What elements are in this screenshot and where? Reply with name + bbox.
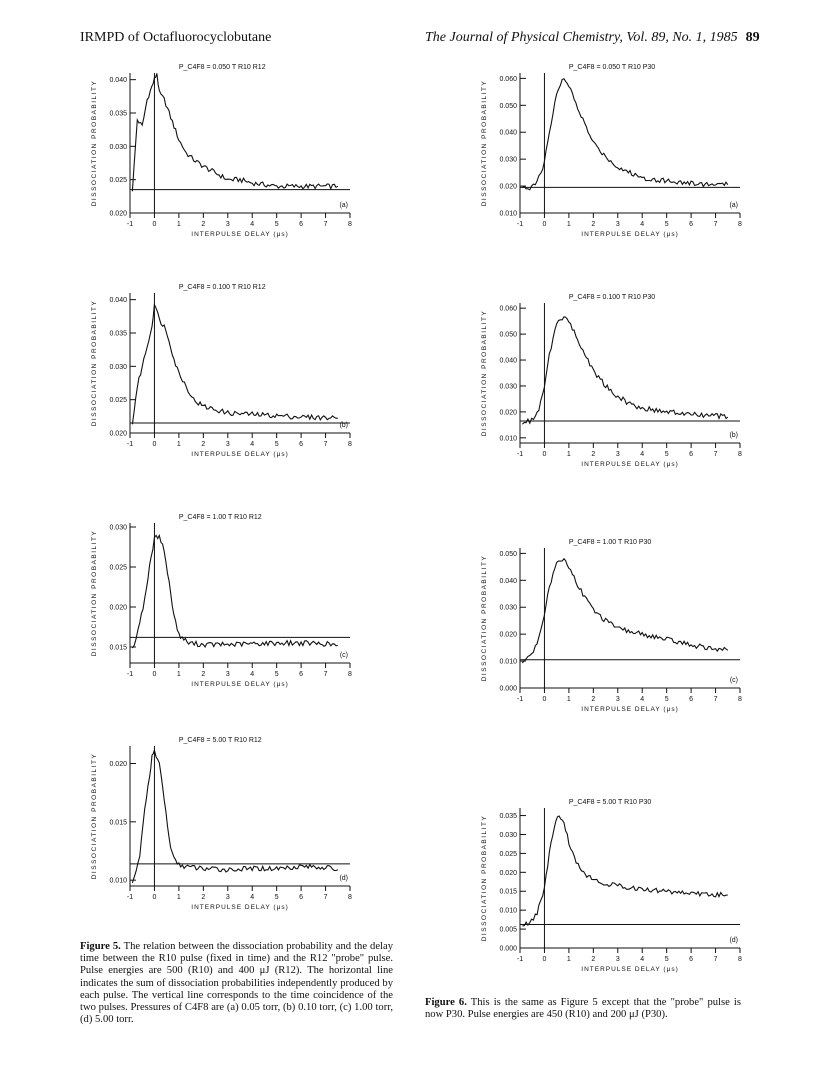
x-tick-label: 5 — [274, 671, 279, 678]
y-tick-label: 0.040 — [499, 129, 517, 137]
x-tick-label: -1 — [516, 451, 524, 458]
series-line — [132, 305, 337, 425]
x-tick-label: 4 — [250, 894, 255, 901]
y-tick-label: 0.060 — [499, 305, 517, 313]
y-tick-label: 0.020 — [499, 183, 517, 191]
y-axis-label: DISSOCIATION PROBABILITY — [481, 814, 488, 942]
x-tick-label: 1 — [566, 221, 571, 228]
x-axis-label: INTERPULSE DELAY (μs) — [191, 904, 289, 911]
y-tick-label: 0.050 — [499, 102, 517, 110]
y-tick-label: 0.030 — [499, 831, 517, 839]
y-tick-label: 0.020 — [109, 430, 127, 438]
x-axis-label: INTERPULSE DELAY (μs) — [581, 966, 679, 973]
x-tick-label: 0 — [152, 441, 157, 448]
x-tick-label: 5 — [274, 221, 279, 228]
x-tick-label: 2 — [201, 441, 206, 448]
x-tick-label: 5 — [664, 696, 669, 703]
y-tick-label: 0.030 — [499, 383, 517, 391]
x-tick-label: 0 — [542, 221, 547, 228]
x-tick-label: 4 — [640, 696, 645, 703]
x-axis-label: INTERPULSE DELAY (μs) — [581, 706, 679, 713]
x-tick-label: 6 — [299, 671, 304, 678]
x-tick-label: 6 — [299, 894, 304, 901]
x-tick-label: 2 — [201, 894, 206, 901]
x-tick-label: 5 — [274, 441, 279, 448]
y-axis-label: DISSOCIATION PROBABILITY — [481, 554, 488, 682]
x-tick-label: 6 — [689, 956, 694, 963]
x-tick-label: 5 — [664, 451, 669, 458]
x-tick-label: 0 — [152, 221, 157, 228]
x-tick-label: 2 — [591, 221, 596, 228]
series-line — [132, 535, 337, 648]
figure6-panel-c — [470, 530, 770, 720]
y-tick-label: 0.010 — [499, 435, 517, 443]
panel-label: (c) — [729, 677, 738, 684]
x-tick-label: 7 — [713, 956, 718, 963]
x-tick-label: 1 — [176, 671, 181, 678]
x-tick-label: 1 — [566, 956, 571, 963]
x-tick-label: 7 — [323, 441, 328, 448]
y-tick-label: 0.020 — [109, 210, 127, 218]
journal-citation: The Journal of Physical Chemistry, Vol. 89, No. 1, 1985 — [425, 30, 738, 45]
x-tick-label: 4 — [640, 956, 645, 963]
x-tick-label: 4 — [250, 671, 255, 678]
series-line — [132, 73, 337, 191]
figure6-panel-b — [470, 285, 770, 475]
x-tick-label: 3 — [225, 671, 230, 678]
y-tick-label: 0.010 — [499, 658, 517, 666]
x-tick-label: 4 — [250, 221, 255, 228]
series-line — [522, 559, 727, 663]
y-tick-label: 0.030 — [499, 156, 517, 164]
x-axis-label: INTERPULSE DELAY (μs) — [581, 231, 679, 238]
condition-label: P_C4F8 = 0.100 T R10 R12 — [178, 284, 266, 291]
condition-label: P_C4F8 = 0.100 T R10 P30 — [568, 294, 656, 301]
y-tick-label: 0.020 — [499, 409, 517, 417]
series-line — [522, 317, 727, 424]
figure5-panel-b — [80, 275, 380, 465]
y-tick-label: 0.035 — [109, 330, 127, 338]
x-axis-label: INTERPULSE DELAY (μs) — [581, 461, 679, 468]
y-tick-label: 0.020 — [499, 869, 517, 877]
x-tick-label: 8 — [348, 894, 352, 901]
panel-label: (d) — [729, 937, 738, 944]
chart-svg — [80, 55, 380, 245]
chart-svg — [470, 530, 770, 720]
x-tick-label: -1 — [126, 441, 134, 448]
x-tick-label: 1 — [566, 696, 571, 703]
x-tick-label: 8 — [348, 671, 352, 678]
x-tick-label: 4 — [640, 221, 645, 228]
x-tick-label: -1 — [126, 894, 134, 901]
x-tick-label: 2 — [201, 221, 206, 228]
condition-label: P_C4F8 = 5.00 T R10 P30 — [568, 799, 652, 806]
y-tick-label: 0.000 — [499, 685, 517, 693]
y-tick-label: 0.000 — [499, 945, 517, 953]
x-tick-label: 0 — [152, 894, 157, 901]
x-tick-label: 7 — [323, 221, 328, 228]
series-line — [522, 79, 727, 190]
page-number: 89 — [745, 30, 760, 45]
x-tick-label: 0 — [542, 956, 547, 963]
x-axis-label: INTERPULSE DELAY (μs) — [191, 451, 289, 458]
x-tick-label: 3 — [225, 894, 230, 901]
x-tick-label: 3 — [615, 221, 620, 228]
y-tick-label: 0.030 — [499, 604, 517, 612]
y-axis-label: DISSOCIATION PROBABILITY — [91, 299, 98, 427]
panel-label: (b) — [729, 432, 738, 439]
x-tick-label: 7 — [323, 671, 328, 678]
x-tick-label: -1 — [126, 221, 134, 228]
y-axis-label: DISSOCIATION PROBABILITY — [91, 752, 98, 880]
y-tick-label: 0.040 — [499, 577, 517, 585]
x-axis-label: INTERPULSE DELAY (μs) — [191, 231, 289, 238]
y-tick-label: 0.035 — [109, 110, 127, 118]
y-tick-label: 0.040 — [109, 297, 127, 305]
figure5-panel-d — [80, 728, 380, 918]
condition-label: P_C4F8 = 1.00 T R10 P30 — [568, 539, 652, 546]
chart-svg — [470, 285, 770, 475]
x-tick-label: 4 — [250, 441, 255, 448]
panel-label: (c) — [339, 652, 348, 659]
x-tick-label: 0 — [152, 671, 157, 678]
y-tick-label: 0.010 — [499, 210, 517, 218]
figure6-panel-d — [470, 790, 770, 980]
x-tick-label: 7 — [713, 696, 718, 703]
x-tick-label: 2 — [591, 956, 596, 963]
y-tick-label: 0.015 — [109, 644, 127, 652]
running-header-right — [425, 30, 760, 46]
x-tick-label: 6 — [689, 221, 694, 228]
chart-svg — [80, 728, 380, 918]
y-axis-label: DISSOCIATION PROBABILITY — [481, 309, 488, 437]
y-tick-label: 0.030 — [109, 143, 127, 151]
y-tick-label: 0.010 — [499, 907, 517, 915]
y-tick-label: 0.025 — [499, 850, 517, 858]
x-tick-label: 5 — [664, 221, 669, 228]
x-tick-label: -1 — [126, 671, 134, 678]
x-tick-label: 1 — [176, 441, 181, 448]
x-tick-label: 8 — [738, 696, 742, 703]
x-tick-label: 6 — [299, 441, 304, 448]
figure5-caption-label: Figure 5. — [80, 941, 121, 952]
x-tick-label: 3 — [615, 696, 620, 703]
x-tick-label: 6 — [689, 451, 694, 458]
x-tick-label: 8 — [738, 956, 742, 963]
x-tick-label: 1 — [176, 894, 181, 901]
x-tick-label: 4 — [640, 451, 645, 458]
x-tick-label: 5 — [664, 956, 669, 963]
series-line — [132, 750, 337, 883]
chart-svg — [80, 505, 380, 695]
panel-label: (b) — [339, 422, 348, 429]
figure5-caption-text: The relation between the dissociation probability and the delay time between the R10 pulse (fixed in time) and the R12 "probe" pulse. Pulse energies are 500 (R10) and 400 μJ (R12). The horizontal line indicates the sum of dissociation probabilities independently produced by each pulse. The vertical line corresponds to the time coincidence of the two pulses. Pressures of C4F8 are (a) 0.05 torr, (b) 0.10 torr, (c) 1.00 torr, (d) 5.00 torr. — [80, 941, 393, 1026]
chart-svg — [470, 790, 770, 980]
y-tick-label: 0.040 — [109, 77, 127, 85]
y-tick-label: 0.015 — [109, 819, 127, 827]
panel-label: (a) — [339, 202, 348, 209]
series-line — [522, 816, 727, 926]
y-tick-label: 0.025 — [109, 177, 127, 185]
y-tick-label: 0.020 — [109, 761, 127, 768]
condition-label: P_C4F8 = 5.00 T R10 R12 — [178, 737, 262, 744]
x-tick-label: 1 — [566, 451, 571, 458]
x-tick-label: 8 — [738, 451, 742, 458]
condition-label: P_C4F8 = 0.050 T R10 R12 — [178, 64, 266, 71]
figure6-panel-a — [470, 55, 770, 245]
y-axis-label: DISSOCIATION PROBABILITY — [91, 529, 98, 657]
x-tick-label: 6 — [299, 221, 304, 228]
x-tick-label: 3 — [615, 956, 620, 963]
panel-label: (a) — [729, 202, 738, 209]
x-tick-label: 2 — [591, 696, 596, 703]
y-tick-label: 0.050 — [499, 550, 517, 558]
y-tick-label: 0.030 — [109, 363, 127, 371]
x-axis-label: INTERPULSE DELAY (μs) — [191, 681, 289, 688]
y-tick-label: 0.005 — [499, 926, 517, 934]
x-tick-label: 3 — [225, 441, 230, 448]
x-tick-label: 1 — [176, 221, 181, 228]
condition-label: P_C4F8 = 0.050 T R10 P30 — [568, 64, 656, 71]
x-tick-label: 3 — [615, 451, 620, 458]
y-tick-label: 0.015 — [499, 888, 517, 896]
x-tick-label: -1 — [516, 221, 524, 228]
x-tick-label: 8 — [348, 441, 352, 448]
y-tick-label: 0.030 — [109, 524, 127, 532]
chart-svg — [470, 55, 770, 245]
figure5-panel-c — [80, 505, 380, 695]
x-tick-label: 5 — [274, 894, 279, 901]
x-tick-label: -1 — [516, 956, 524, 963]
x-tick-label: 0 — [542, 696, 547, 703]
y-axis-label: DISSOCIATION PROBABILITY — [481, 79, 488, 207]
chart-svg — [80, 275, 380, 465]
x-tick-label: 3 — [225, 221, 230, 228]
x-tick-label: 6 — [689, 696, 694, 703]
x-tick-label: 7 — [713, 221, 718, 228]
y-tick-label: 0.020 — [109, 604, 127, 612]
y-tick-label: 0.025 — [109, 564, 127, 572]
figure5-panel-a — [80, 55, 380, 245]
y-tick-label: 0.050 — [499, 331, 517, 339]
y-tick-label: 0.010 — [109, 877, 127, 885]
running-header-left: IRMPD of Octafluorocyclobutane — [80, 30, 272, 45]
y-tick-label: 0.025 — [109, 397, 127, 405]
x-tick-label: 2 — [591, 451, 596, 458]
figure6-caption-text: This is the same as Figure 5 except that the "probe" pulse is now P30. Pulse energies are 450 (R10) and 200 μJ (P30). — [425, 997, 741, 1021]
x-tick-label: 7 — [323, 894, 328, 901]
panel-label: (d) — [339, 875, 348, 882]
figure5-caption — [80, 941, 393, 1026]
x-tick-label: 7 — [713, 451, 718, 458]
x-tick-label: -1 — [516, 696, 524, 703]
y-tick-label: 0.060 — [499, 75, 517, 83]
figure6-caption-label: Figure 6. — [425, 997, 467, 1008]
x-tick-label: 8 — [738, 221, 742, 228]
y-tick-label: 0.035 — [499, 813, 517, 821]
y-tick-label: 0.040 — [499, 357, 517, 365]
figure6-caption — [425, 997, 741, 1021]
condition-label: P_C4F8 = 1.00 T R10 R12 — [178, 514, 262, 521]
y-axis-label: DISSOCIATION PROBABILITY — [91, 79, 98, 207]
x-tick-label: 2 — [201, 671, 206, 678]
x-tick-label: 0 — [542, 451, 547, 458]
y-tick-label: 0.020 — [499, 631, 517, 639]
x-tick-label: 8 — [348, 221, 352, 228]
